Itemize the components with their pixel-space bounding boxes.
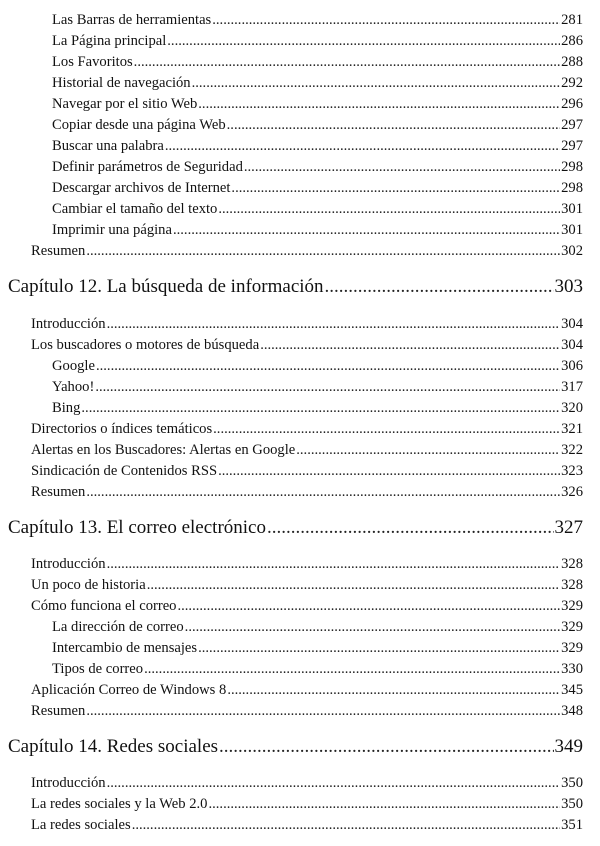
entry-title: La redes sociales (31, 817, 131, 833)
toc-entry (31, 596, 583, 616)
page-number: 329 (561, 598, 583, 614)
page-number: 329 (561, 640, 583, 656)
entry-title: Cambiar el tamaño del texto (52, 201, 218, 217)
dot-leader (185, 617, 560, 637)
toc-entry (52, 659, 583, 679)
toc-entry (52, 73, 583, 93)
entry-title: Copiar desde una página Web (52, 117, 226, 133)
entry-title: Introducción (31, 556, 106, 572)
chapter-heading (8, 515, 583, 541)
page-number: 321 (561, 421, 583, 437)
dot-leader (260, 335, 560, 355)
entry-title: Buscar una palabra (52, 138, 164, 154)
toc-entry (31, 575, 583, 595)
entry-title: Resumen (31, 243, 86, 259)
page-number: 286 (561, 33, 583, 49)
entry-title: Los buscadores o motores de búsqueda (31, 337, 260, 353)
entry-title: Introducción (31, 775, 106, 791)
dot-leader (132, 815, 560, 835)
page-number: 298 (561, 159, 583, 175)
dot-leader (167, 31, 560, 51)
page-number: 304 (561, 337, 583, 353)
toc-entry (31, 314, 583, 334)
page-number: 328 (561, 556, 583, 572)
page-number: 298 (561, 180, 583, 196)
toc-entry (31, 773, 583, 793)
dot-leader (86, 701, 560, 721)
page-number: 303 (554, 276, 583, 297)
entry-title: Directorios o índices temáticos (31, 421, 213, 437)
dot-leader (244, 157, 560, 177)
entry-title: Google (52, 358, 95, 374)
entry-title: Alertas en los Buscadores: Alertas en Google (31, 442, 296, 458)
dot-leader (325, 274, 554, 300)
page-number: 326 (561, 484, 583, 500)
toc-entry (52, 157, 583, 177)
dot-leader (218, 199, 560, 219)
entry-title: Un poco de historia (31, 577, 146, 593)
page-number: 292 (561, 75, 583, 91)
toc-entry (31, 335, 583, 355)
toc-entry (52, 136, 583, 156)
page-number: 301 (561, 222, 583, 238)
entry-title: Definir parámetros de Seguridad (52, 159, 243, 175)
toc-entry (52, 377, 583, 397)
dot-leader (134, 52, 560, 72)
page-number: 301 (561, 201, 583, 217)
toc-entry (31, 241, 583, 261)
page-number: 304 (561, 316, 583, 332)
entry-title: La Página principal (52, 33, 167, 49)
dot-leader (296, 440, 560, 460)
page-number: 348 (561, 703, 583, 719)
toc-entry (52, 178, 583, 198)
entry-title: Tipos de correo (52, 661, 144, 677)
entry-title: Las Barras de herramientas (52, 12, 212, 28)
dot-leader (81, 398, 560, 418)
chapter-heading (8, 274, 583, 300)
dot-leader (231, 178, 560, 198)
page-number: 297 (561, 138, 583, 154)
entry-title: La dirección de correo (52, 619, 184, 635)
page-number: 323 (561, 463, 583, 479)
toc-entry (31, 482, 583, 502)
page-number: 328 (561, 577, 583, 593)
entry-title: Capítulo 12. La búsqueda de información (8, 276, 324, 297)
toc-entry (52, 220, 583, 240)
dot-leader (107, 314, 561, 334)
dot-leader (173, 220, 560, 240)
toc-entry (31, 794, 583, 814)
toc-entry (31, 815, 583, 835)
dot-leader (198, 94, 560, 114)
dot-leader (208, 794, 560, 814)
page-number: 302 (561, 243, 583, 259)
entry-title: Resumen (31, 703, 86, 719)
entry-title: Navegar por el sitio Web (52, 96, 198, 112)
page-number: 320 (561, 400, 583, 416)
dot-leader (95, 377, 560, 397)
page-number: 296 (561, 96, 583, 112)
page-number: 322 (561, 442, 583, 458)
toc-entry (31, 701, 583, 721)
dot-leader (198, 638, 560, 658)
page-number: 351 (561, 817, 583, 833)
page-number: 330 (561, 661, 583, 677)
page-number: 317 (561, 379, 583, 395)
entry-title: Imprimir una página (52, 222, 172, 238)
dot-leader (227, 115, 560, 135)
entry-title: Resumen (31, 484, 86, 500)
dot-leader (227, 680, 560, 700)
dot-leader (86, 482, 560, 502)
toc-entry (52, 398, 583, 418)
chapter-heading (8, 734, 583, 760)
page-number: 281 (561, 12, 583, 28)
dot-leader (86, 241, 560, 261)
entry-title: Aplicación Correo de Windows 8 (31, 682, 227, 698)
toc-entry (52, 617, 583, 637)
dot-leader (213, 419, 560, 439)
toc-entry (31, 440, 583, 460)
toc-entry (31, 680, 583, 700)
dot-leader (267, 515, 554, 541)
page-number: 350 (561, 796, 583, 812)
toc-entry (52, 638, 583, 658)
toc-entry (52, 52, 583, 72)
entry-title: Yahoo! (52, 379, 95, 395)
entry-title: Sindicación de Contenidos RSS (31, 463, 218, 479)
page-number: 329 (561, 619, 583, 635)
dot-leader (218, 461, 560, 481)
dot-leader (107, 773, 561, 793)
entry-title: Intercambio de mensajes (52, 640, 198, 656)
toc-entry (52, 10, 583, 30)
dot-leader (212, 10, 560, 30)
entry-title: Bing (52, 400, 81, 416)
dot-leader (144, 659, 560, 679)
entry-title: Descargar archivos de Internet (52, 180, 231, 196)
dot-leader (192, 73, 561, 93)
toc-entry (31, 419, 583, 439)
entry-title: Introducción (31, 316, 106, 332)
dot-leader (177, 596, 560, 616)
dot-leader (219, 734, 553, 760)
page-number: 350 (561, 775, 583, 791)
page-number: 288 (561, 54, 583, 70)
toc-entry (31, 461, 583, 481)
dot-leader (107, 554, 561, 574)
entry-title: Los Favoritos (52, 54, 133, 70)
toc-entry (52, 115, 583, 135)
page-number: 349 (554, 736, 583, 757)
toc-entry (52, 94, 583, 114)
entry-title: Cómo funciona el correo (31, 598, 177, 614)
entry-title: Capítulo 13. El correo electrónico (8, 517, 266, 538)
dot-leader (147, 575, 560, 595)
toc-entry (52, 31, 583, 51)
entry-title: Historial de navegación (52, 75, 191, 91)
dot-leader (165, 136, 560, 156)
page-number: 327 (554, 517, 583, 538)
page-number: 297 (561, 117, 583, 133)
dot-leader (96, 356, 560, 376)
page-number: 306 (561, 358, 583, 374)
toc-entry (52, 356, 583, 376)
toc-entry (52, 199, 583, 219)
entry-title: Capítulo 14. Redes sociales (8, 736, 219, 757)
toc-entry (31, 554, 583, 574)
page-number: 345 (561, 682, 583, 698)
entry-title: La redes sociales y la Web 2.0 (31, 796, 208, 812)
